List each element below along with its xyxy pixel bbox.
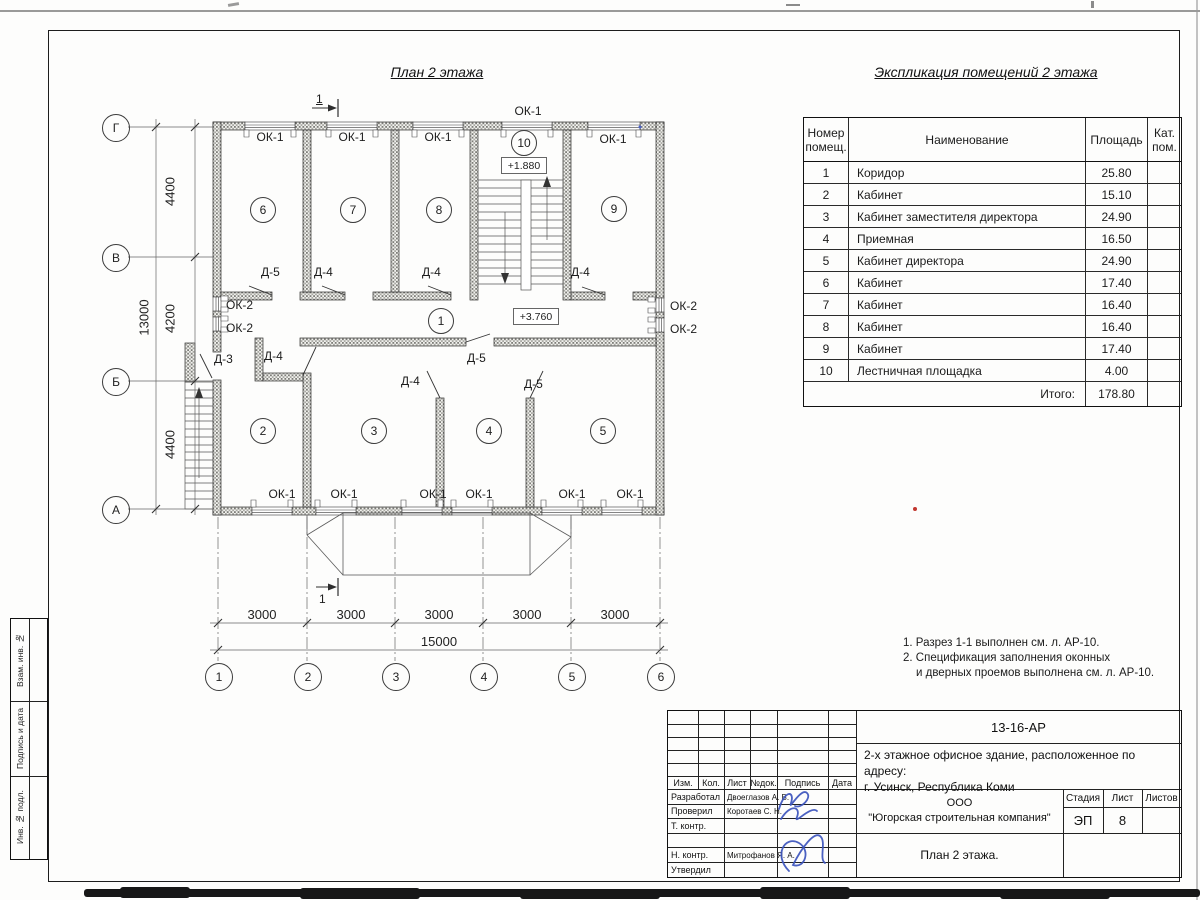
- axis-circle-col: 2: [294, 663, 322, 691]
- tb-lists-label: Листов: [1145, 792, 1178, 804]
- col-header-name: Наименование: [849, 118, 1086, 161]
- door-label-d3: Д-3: [214, 352, 233, 366]
- section-number: 1: [316, 92, 323, 106]
- scan-bottom-blob: [760, 887, 850, 899]
- dim-label-3000: 3000: [247, 607, 277, 622]
- axis-circle-col: 6: [647, 663, 675, 691]
- window-label-ok2: ОК-2: [226, 321, 253, 335]
- dim-label-4400: 4400: [162, 177, 178, 206]
- section-number: 1: [319, 592, 326, 606]
- tb-sheet-name: План 2 этажа.: [920, 848, 999, 862]
- window-label-ok1: ОК-1: [268, 487, 296, 501]
- title-block: [667, 710, 1182, 878]
- tb-name-developed: Двоеглазов А. В.: [727, 793, 790, 802]
- axis-circle-col: 1: [205, 663, 233, 691]
- table-row: 4 Приемная 16.50: [804, 228, 1181, 250]
- axis-circle-row: А: [102, 496, 130, 524]
- tb-name-checked: Коротаев С. Н.: [727, 807, 782, 816]
- tb-col-sign: Подпись: [784, 777, 821, 788]
- axis-circle-col: 4: [470, 663, 498, 691]
- table-row: 9 Кабинет 17.40: [804, 338, 1181, 360]
- door-label-d4: Д-4: [401, 374, 420, 388]
- tb-list-value: 8: [1118, 812, 1127, 828]
- signatures: [771, 779, 851, 879]
- exterior-stair: [185, 382, 213, 509]
- total-label: Итого:: [849, 382, 1086, 406]
- scan-bottom-blob: [300, 888, 420, 899]
- tb-col-date: Дата: [832, 777, 852, 788]
- entrance-canopy: [307, 513, 571, 575]
- tb-role-ncontrol: Н. контр.: [671, 850, 709, 860]
- tb-col-doc: №док.: [750, 777, 777, 788]
- room-circle: 7: [340, 197, 366, 223]
- col-header-category: Кат. пом.: [1152, 125, 1177, 154]
- scan-bottom-blob: [520, 890, 660, 899]
- door-label-d5: Д-5: [261, 265, 280, 279]
- dim-label-3000: 3000: [512, 607, 542, 622]
- tb-stage-label: Стадия: [1065, 792, 1101, 804]
- stamp-inv-podl: Инв. № подл.: [15, 790, 25, 845]
- plan-walls: [185, 122, 664, 515]
- tb-list-label: Лист: [1111, 792, 1134, 804]
- table-row: 5 Кабинет директора 24.90: [804, 250, 1181, 272]
- window-label-ok2: ОК-2: [670, 299, 697, 313]
- tb-col-kol: Кол.: [702, 777, 720, 788]
- axis-circle-col: 3: [382, 663, 410, 691]
- table-row: 10 Лестничная площадка 4.00: [804, 360, 1181, 382]
- scan-bottom-blob: [1000, 889, 1110, 899]
- side-stamp: [10, 618, 48, 860]
- table-row: 6 Кабинет 17.40: [804, 272, 1181, 294]
- dim-label-3000: 3000: [600, 607, 630, 622]
- window-label-ok1: ОК-1: [330, 487, 358, 501]
- dim-label-13000: 13000: [136, 299, 152, 336]
- room-circle: 2: [250, 418, 276, 444]
- note-line: и дверных проемов выполнена см. л. АР-10.: [916, 667, 1155, 679]
- window-label-ok2: ОК-2: [226, 298, 253, 312]
- window-label-ok1: ОК-1: [616, 487, 644, 501]
- tb-project-description: 2-х этажное офисное здание, расположенное по адресу: г. Усинск, Республика Коми: [864, 748, 1136, 794]
- dim-label-15000: 15000: [420, 634, 458, 649]
- note-line: 2. Спецификация заполнения оконных: [903, 652, 1111, 664]
- dim-label-4400: 4400: [162, 430, 178, 459]
- note-line: 1. Разрез 1-1 выполнен см. л. АР-10.: [903, 637, 1100, 649]
- explication-title: Экспликация помещений 2 этажа: [874, 64, 1098, 80]
- tb-role-tcontrol: Т. контр.: [671, 821, 707, 831]
- table-total-row: [804, 382, 1181, 406]
- table-row: 7 Кабинет 16.40: [804, 294, 1181, 316]
- tb-organization: ООО "Югорская строительная компания": [868, 797, 1051, 824]
- tb-stage-value: ЭП: [1073, 812, 1093, 828]
- room-circle: 9: [601, 196, 627, 222]
- level-mark-stair: +1.880: [501, 157, 547, 174]
- window-label-ok1: ОК-1: [514, 104, 542, 118]
- table-row: 8 Кабинет 16.40: [804, 316, 1181, 338]
- dim-label-4200: 4200: [162, 304, 178, 333]
- tb-col-list: Лист: [727, 777, 747, 788]
- room-circle: 3: [361, 418, 387, 444]
- window-label-ok1: ОК-1: [558, 487, 586, 501]
- door-label-d4: Д-4: [264, 349, 283, 363]
- window-label-ok2: ОК-2: [670, 322, 697, 336]
- blue-speck: [639, 126, 642, 129]
- axis-circle-col: 5: [558, 663, 586, 691]
- axis-circle-row: В: [102, 244, 130, 272]
- dim-label-3000: 3000: [424, 607, 454, 622]
- window-label-ok1: ОК-1: [338, 130, 366, 144]
- tb-col-izm: Изм.: [673, 777, 693, 788]
- tb-document-code: 13-16-АР: [991, 719, 1046, 735]
- level-mark-floor: +3.760: [513, 308, 559, 325]
- window-label-ok1: ОК-1: [599, 132, 627, 146]
- door-label-d4: Д-4: [571, 265, 590, 279]
- explication-header-row: [804, 118, 1181, 162]
- room-circle: 8: [426, 197, 452, 223]
- room-circle: 6: [250, 197, 276, 223]
- stamp-podpis-data: Подпись и дата: [15, 707, 25, 770]
- door-label-d4: Д-4: [422, 265, 441, 279]
- table-row: 2 Кабинет 15.10: [804, 184, 1181, 206]
- explication-table: [803, 117, 1182, 407]
- door-label-d5: Д-5: [524, 377, 543, 391]
- axis-circle-row: Г: [102, 114, 130, 142]
- tb-role-developed: Разработал: [671, 792, 720, 802]
- window-label-ok1: ОК-1: [256, 130, 284, 144]
- stamp-vzam-inv: Взам. инв. №: [15, 633, 25, 687]
- col-header-number: Номер помещ.: [804, 118, 849, 161]
- axis-circle-row: Б: [102, 368, 130, 396]
- dim-label-3000: 3000: [336, 607, 366, 622]
- tb-role-checked: Проверил: [671, 806, 713, 816]
- window-label-ok1: ОК-1: [424, 130, 452, 144]
- table-row: 3 Кабинет заместителя директора 24.90: [804, 206, 1181, 228]
- total-area: 178.80: [1086, 382, 1148, 406]
- tb-name-ncontrol: Митрофанов Я. А.: [727, 851, 795, 860]
- window-label-ok1: ОК-1: [419, 487, 447, 501]
- room-circle: 1: [428, 308, 454, 334]
- stairwell: [478, 176, 563, 290]
- door-label-d4: Д-4: [314, 265, 333, 279]
- door-label-d5: Д-5: [467, 351, 486, 365]
- scan-bottom-blob: [120, 887, 190, 898]
- plan-title: План 2 этажа: [390, 64, 484, 80]
- room-circle: 5: [590, 418, 616, 444]
- room-circle: 4: [476, 418, 502, 444]
- tb-role-approved: Утвердил: [671, 865, 711, 875]
- room-circle: 10: [511, 130, 537, 156]
- table-row: 1 Коридор 25.80: [804, 162, 1181, 184]
- window-label-ok1: ОК-1: [465, 487, 493, 501]
- notes: [903, 636, 1154, 681]
- col-header-area: Площадь: [1086, 118, 1148, 161]
- red-speck: [913, 507, 917, 511]
